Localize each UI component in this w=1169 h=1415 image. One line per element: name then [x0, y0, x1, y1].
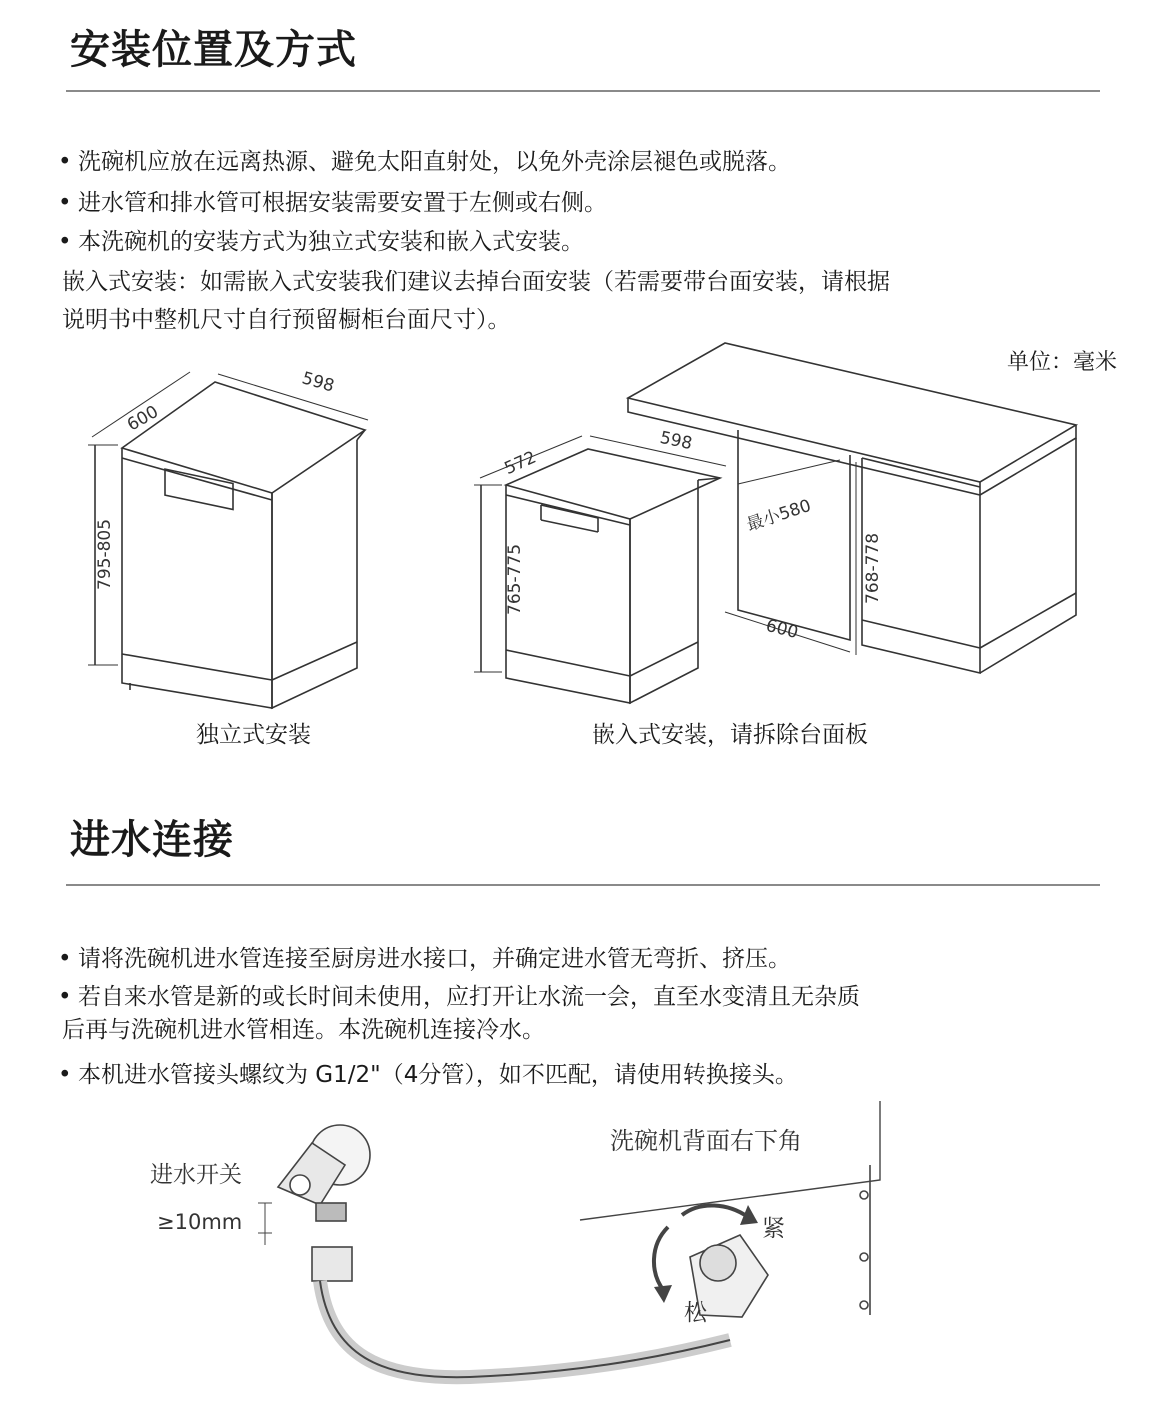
list-item: • 本机进水管接头螺纹为 G1/2"（4分管），如不匹配，请使用转换接头。	[58, 1062, 798, 1088]
builtin-width-label: 598	[658, 427, 694, 455]
list-item-continuation: 后再与洗碗机进水管相连。本洗碗机连接冷水。	[62, 1017, 545, 1043]
unit-label: 单位：毫米	[1006, 350, 1117, 375]
list-item-text: 本洗碗机的安装方式为独立式安装和嵌入式安装。	[78, 229, 584, 255]
list-item-text: 洗碗机应放在远离热源、避免太阳直射处，以免外壳涂层褪色或脱落。	[78, 149, 791, 175]
cabinet-min-width-label: 最小580	[744, 495, 814, 536]
section-divider	[66, 884, 1100, 886]
cabinet-height-label: 768-778	[863, 532, 883, 604]
list-item-text: 进水管和排水管可根据安装需要安置于左侧或右侧。	[78, 190, 607, 216]
list-item: • 若自来水管是新的或长时间未使用，应打开让水流一会，直至水变清且无杂质	[58, 984, 860, 1010]
gap-label: ≥10mm	[157, 1210, 243, 1234]
hose-icon	[312, 1247, 730, 1377]
section-title-water-inlet: 进水连接	[70, 817, 234, 863]
tighten-label: 紧	[762, 1216, 785, 1242]
water-inlet-diagram	[0, 1095, 1169, 1415]
loosen-arrow-icon	[654, 1285, 672, 1303]
freestanding-width-label: 598	[299, 368, 337, 397]
installation-diagram	[0, 340, 1169, 760]
builtin-caption: 嵌入式安装，请拆除台面板	[592, 722, 868, 748]
list-item: • 本洗碗机的安装方式为独立式安装和嵌入式安装。	[58, 229, 584, 255]
freestanding-caption: 独立式安装	[196, 722, 311, 748]
builtin-depth-label: 572	[501, 447, 540, 480]
list-item: • 请将洗碗机进水管连接至厨房进水接口，并确定进水管无弯折、挤压。	[58, 946, 791, 972]
tap-icon	[278, 1125, 370, 1221]
freestanding-depth-label: 600	[123, 401, 163, 436]
list-item-text: 若自来水管是新的或长时间未使用，应打开让水流一会，直至水变清且无杂质	[78, 984, 860, 1010]
builtin-height-label: 765-775	[505, 543, 525, 615]
list-item: • 进水管和排水管可根据安装需要安置于左侧或右侧。	[58, 190, 607, 216]
rear-corner-label: 洗碗机背面右下角	[610, 1127, 802, 1155]
tap-label: 进水开关	[150, 1162, 242, 1188]
loosen-label: 松	[684, 1300, 707, 1326]
section-divider	[66, 90, 1100, 92]
section-title-installation: 安装位置及方式	[70, 27, 357, 73]
list-item-text: 请将洗碗机进水管连接至厨房进水接口，并确定进水管无弯折、挤压。	[78, 946, 791, 972]
embed-note-line1: 嵌入式安装：如需嵌入式安装我们建议去掉台面安装（若需要带台面安装，请根据	[62, 269, 890, 295]
freestanding-height-label: 795-805	[95, 518, 115, 590]
list-item: • 洗碗机应放在远离热源、避免太阳直射处，以免外壳涂层褪色或脱落。	[58, 149, 791, 175]
list-item-text: 本机进水管接头螺纹为 G1/2"（4分管），如不匹配，请使用转换接头。	[78, 1062, 798, 1088]
cabinet-depth-label: 600	[763, 615, 801, 644]
embed-note-line2: 说明书中整机尺寸自行预留橱柜台面尺寸）。	[62, 307, 511, 333]
